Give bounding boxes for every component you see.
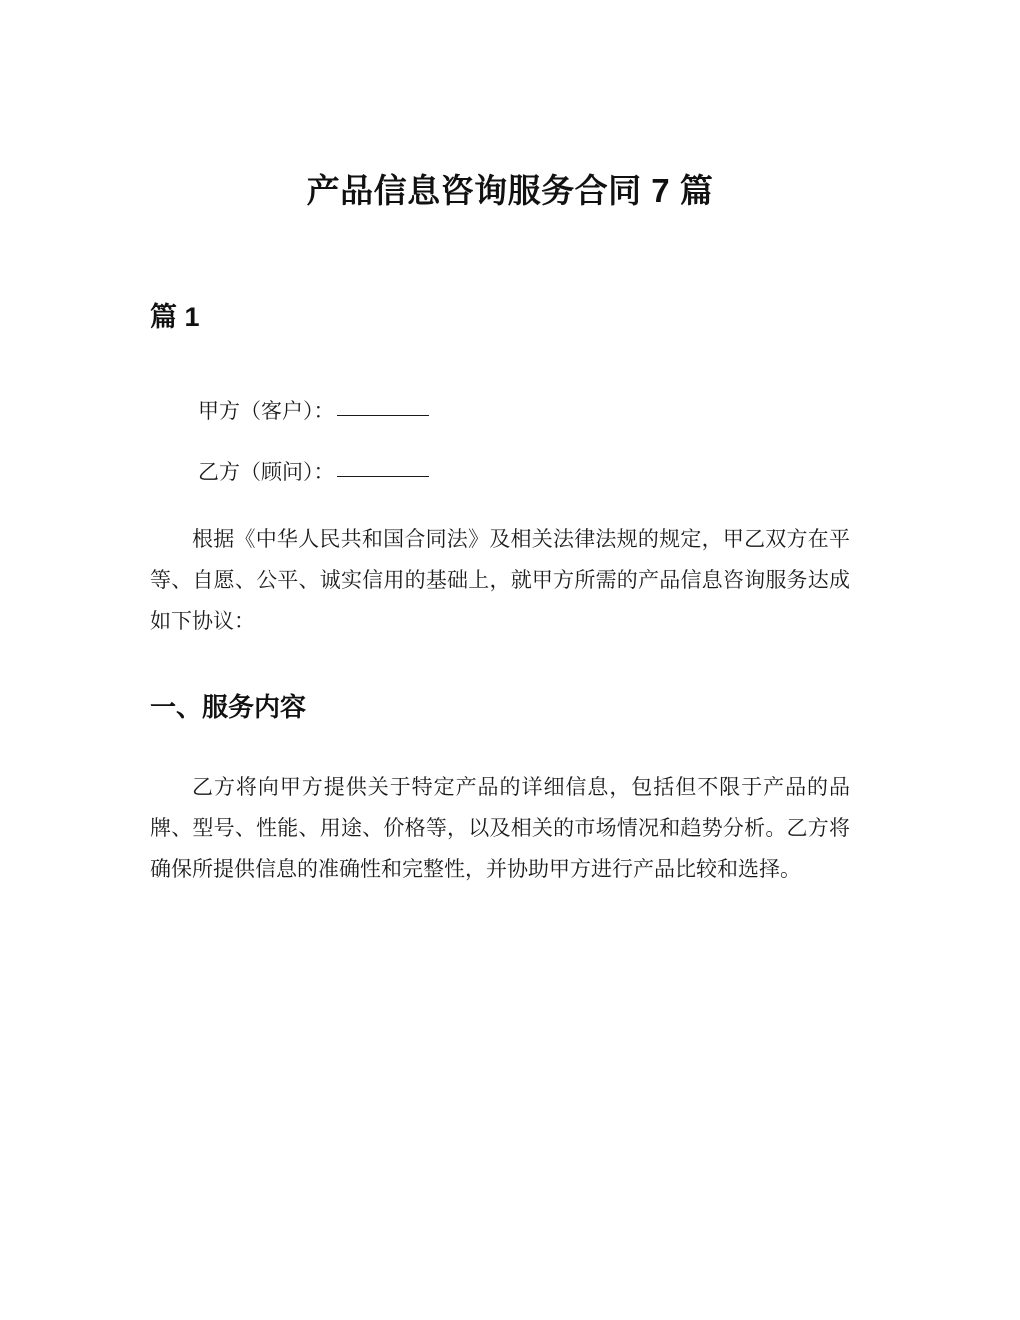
spacer: [150, 643, 850, 657]
section-heading-service-content: 一、服务内容: [150, 691, 307, 722]
party-blank-consultant[interactable]: [337, 476, 429, 477]
party-line-client: [150, 397, 850, 426]
party-label-client: 甲方（客户）：: [198, 400, 335, 424]
party-line-consultant: [150, 458, 850, 487]
party-blank-client[interactable]: [337, 415, 429, 416]
page-title: 产品信息咨询服务合同 7 篇: [306, 172, 714, 210]
chapter-heading: 篇 1: [150, 302, 200, 332]
party-label-consultant: 乙方（顾问）：: [198, 461, 335, 485]
spacer: [150, 724, 850, 768]
section-paragraph-service-content: 乙方将向甲方提供关于特定产品的详细信息，包括但不限于产品的品牌、型号、性能、用途、价格等，以及相关的市场情况和趋势分析。乙方将确保所提供信息的准确性和完整性，并协助甲方进行产品比较和选择。: [150, 776, 850, 882]
intro-paragraph: 根据《中华人民共和国合同法》及相关法律法规的规定，甲乙双方在平等、自愿、公平、诚实信用的基础上，就甲方所需的产品信息咨询服务达成如下协议：: [150, 527, 850, 633]
document-body: [150, 300, 850, 891]
